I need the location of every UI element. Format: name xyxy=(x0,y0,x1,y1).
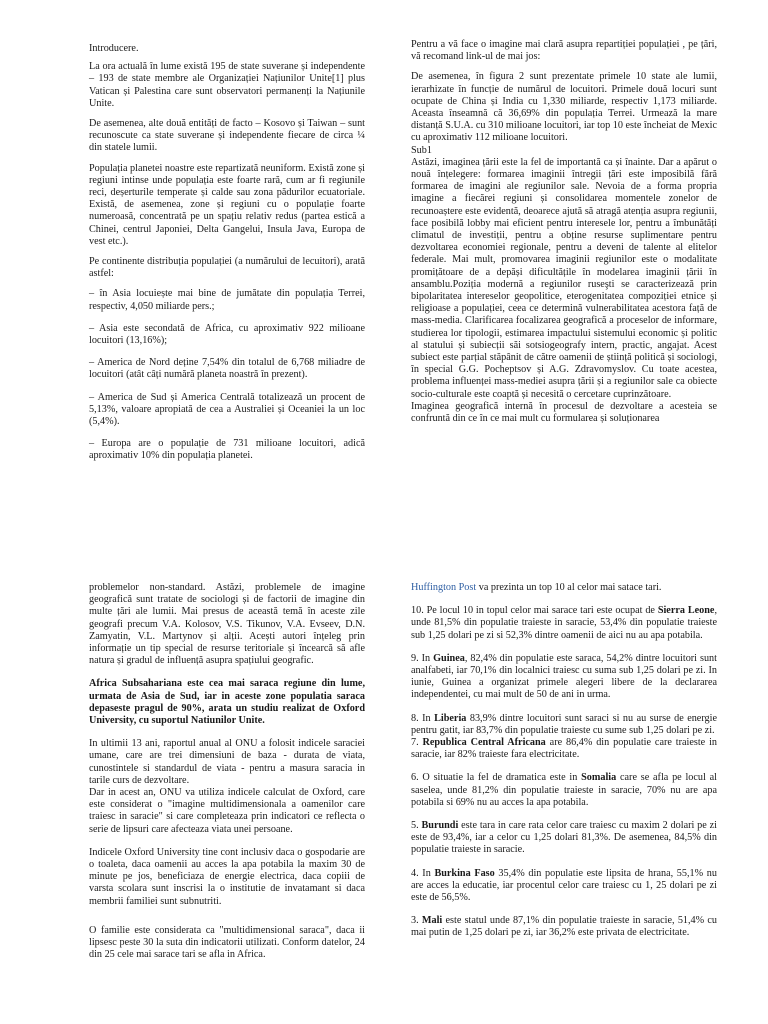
list-item-6 xyxy=(411,772,717,809)
list-item: – America de Nord deține 7,54% din totalul de 6,768 miliadre de locuitori (atât câți numără planeta noastră în prezent). xyxy=(89,357,365,381)
list-item-5 xyxy=(411,820,717,857)
paragraph-de-facto: De asemenea, alte două entități de facto – Kosovo și Taiwan – sunt recunoscute ca state suverane și independente fiecare de circa ¼ din statele lumii. xyxy=(89,118,365,154)
list-item-8 xyxy=(411,713,717,737)
intro-heading: Introducere. xyxy=(89,43,139,54)
country-name: Liberia xyxy=(434,712,467,724)
paragraph-nonstandard: problemelor non-standard. Astăzi, problemele de imagine geografică sunt tratate de sociologi și de factorii de imagine din multe țări ale lumii. Mai presus de această temă în aceste zile geografi precum V.A. Kolosov, V.S. Tikunov, V.A. Evseev, D.N. Zamyatin, V.L. Martynov și alții. Acești autori înțeleg prin informație un tip special de resurse teritoriale și încearcă să afle natura și gradul de influență asupra spațiului geografic. xyxy=(89,582,365,667)
item-text: 4. In xyxy=(411,867,435,879)
column-top-left xyxy=(89,43,365,473)
list-item-4 xyxy=(411,868,717,905)
item-text: 5. xyxy=(411,820,422,832)
item-text: 7. xyxy=(411,737,423,749)
item-text: care se afla pe locul al saselea, unde 81,2% din populatie traieste in saracie, 70% nu are apa potabila si 69% nu au acces la apa potabila. xyxy=(411,772,717,808)
item-text: 10. Pe locul 10 in topul celor mai sarace tari este ocupat de xyxy=(411,605,658,617)
subheading: Sub1 xyxy=(411,144,432,156)
paragraph-continents: Pe continente distribuția populației (a numărului de lecuitori), arată astfel: xyxy=(89,256,365,280)
huffington-post-link[interactable]: Huffington Post xyxy=(411,582,477,593)
item-text: 35,4% din populatie este lipsita de hrana, 55,1% nu are acces la educatie, iar procentul celor care traiesc cu 1, 25 dolari pe zi este de 56,5%. xyxy=(411,867,717,904)
column-top-right xyxy=(411,39,717,425)
column-bottom-left xyxy=(89,582,365,972)
list-item: – Europa are o populație de 731 milioane locuitori, adică aproximativ 10% din populația planetei. xyxy=(89,438,365,462)
country-name: Guinea xyxy=(433,652,465,664)
paragraph-huffington-intro xyxy=(411,582,717,594)
country-name: Mali xyxy=(421,915,443,927)
country-name: Burkina Faso xyxy=(434,867,495,879)
paragraph-oxford-index: Dar in acest an, ONU va utiliza indicele calculat de Oxford, care este considerat o "imagine multidimensionala a oamenilor care traiesc in saracie" si care completeaza prin indicatori ce reflecta o serie de lipsuri care afecteaza viata unei persoane. xyxy=(89,787,365,835)
list-item: – America de Sud și America Centrală totalizează un procent de 5,13%, valoare apropiată de cea a Australiei și Oceaniei la un loc (5,4%). xyxy=(89,391,365,428)
item-text: , 82,4% din populatie este saraca, 54,2% dintre locuitori sunt analfabeti, iar 70,1% din localnici traiesc cu suma sub 1,25 dolari pe zi. In iunie, Guinea a organizat primele alegeri libere de la declararea independentei, cu mai mult de 50 de ani in urma. xyxy=(411,652,717,701)
item-text: 6. O situatie la fel de dramatica este in xyxy=(411,772,582,784)
bold-text: Africa Subsahariana este cea mai saraca regiune din lume, urmata de Asia de Sud, iar in aceste zone populatia saraca depaseste pragul de 90%, arata un studiu realizat de Oxford University, cu suportul Natiunilor Unite. xyxy=(89,678,365,727)
paragraph-un-report: In ultimii 13 ani, raportul anual al ONU a folosit indicele saraciei umane, care are trei dimensiuni de baza - durata de viata, cunostintele si standardul de viata - pentru a masura saracia in tarile curs de dezvoltare. xyxy=(89,738,365,786)
item-text: 9. In xyxy=(411,652,434,664)
paragraph-states: La ora actuală în lume există 195 de state suverane și independente – 193 de state membre ale Organizației Națiunilor Unite[1] plus Vatican și Palestina care sunt observatori permanenți la Națiunile Unite. xyxy=(89,61,365,109)
paragraph-link-intro: Pentru a vă face o imagine mai clară asupra repartiției populației , pe țări, vă recomand link-ul de mai jos: xyxy=(411,39,717,63)
country-name: Sierra Leone xyxy=(657,605,715,617)
item-text: , unde 81,5% din populatie traieste in saracie, 53,4% din populatie traieste sub 1,25 dolari pe zi si 52,3% dintre oamenii de aici nu au apa potabila. xyxy=(411,605,717,641)
item-text: este tara in care rata celor care traiesc cu maxim 2 dolari pe zi este de 93,4%, iar a celor cu 1,25 dolari 81,3%. De asemenea, 84,5% din populatie traieste in saracie. xyxy=(411,820,717,856)
paragraph-top10-states: De asemenea, în figura 2 sunt prezentate primele 10 state ale lumii, ierarhizate în funcție de numărul de locuitori. Primele două locuri sunt ocupate de China și India cu 1,330 miliarde, respectiv 1,173 miliarde. Aceasta înseamnă că 36,69% din populația Terrei. Urmează la mare distanță S.U.A. cu 310 milioane locuitori, iar top 10 este încheiat de Mexic cu aproximativ 112 milioane locuitori. xyxy=(411,71,717,144)
item-text: 83,9% dintre locuitori sunt saraci si nu au surse de energie pentru gatit, iar 83,7% din populatie traieste cu sume sub 1,25 dolari pe zi. xyxy=(411,712,717,736)
country-name: Republica Central Africana xyxy=(422,737,546,749)
paragraph-multidimensional: O familie este considerata ca "multidimensional saraca", daca ii lipsesc peste 30 la suta din indicatorii utilizati. Conform datelor, 24 din 25 cele mai sarace tari se afla in Africa. xyxy=(89,924,365,961)
continent-list xyxy=(89,288,365,462)
list-item-3 xyxy=(411,915,717,939)
list-item: – în Asia locuiește mai bine de jumătate din populația Terrei, respectiv, 4,050 miliarde pers.; xyxy=(89,288,365,312)
list-item-9 xyxy=(411,653,717,702)
intro-text: va prezinta un top 10 al celor mai satace tari. xyxy=(476,582,662,593)
column-bottom-right xyxy=(411,582,717,951)
list-item-10 xyxy=(411,605,717,642)
paragraph-africa-bold xyxy=(89,678,365,727)
country-name: Somalia xyxy=(581,772,617,784)
list-item: – Asia este secondată de Africa, cu aproximativ 922 milioane locuitori (13,16%); xyxy=(89,322,365,347)
item-text: 8. In xyxy=(411,712,435,724)
paragraph-oxford-indicators: Indicele Oxford University tine cont inclusiv daca o gospodarie are o toaleta, daca oamenii au acces la apa potabila la maxim 30 de minute pe jos, beneficiaza de energie electrica, daca copiii de varsta scolara sunt inscrisi la o institutie de invatamant si daca membrii familiei sunt subnutriti. xyxy=(89,846,365,907)
paragraph-distribution: Populația planetei noastre este repartizată neuniform. Există zone și regiuni intinse unde populația este foarte rară, cum ar fi regiunile reci, deșerturile temperate și calde sau zona pădurilor ecuatoriale. Există, de asemenea, zone și regiuni cu o populație foarte numeroasă, concentrată pe un spațiu relativ redus (partea estică a Chinei, centrul Japoniei, Delta Gangelui, Insula Java, Europa de vest etc.). xyxy=(89,162,365,247)
item-text: este statul unde 87,1% din populatie traieste in saracie, 51,4% cu mai putin de 1,25 dolari pe zi, iar 36,2% este privata de electricitate. xyxy=(411,915,718,939)
country-name: Burundi xyxy=(421,820,459,832)
paragraph-country-image: Astăzi, imaginea țării este la fel de importantă ca și înainte. Dar a apărut o nouă înțelegere: formarea imaginii întregii țări este imposibilă fără formarea de imagini ale regiunilor sale. Nevoia de a forma propria imagine a fiecărei regiuni și consolidarea momentele zonelor de recunoaștere este evidentă, deoarece ajută să atragă atenția asupra regiunii, face posibilă lobby mai eficient pentru interesele lor, pentru a îmbunătăți climatul de investiții, pentru a obține resurse suplimentare pentru dezvoltarea economiei regionale, pentru a deveni de talente al elitelor federale. Mai mult, promovarea imaginii regiunilor este o modalitate promițătoare de a depăși dificultățile în modelarea imaginii țării în ansamblu.Poziția modernă a regiunilor ruseşti se caracterizează prin bipolaritatea intereselor geopolitice, eterogenitatea compoziției etnice și religioase a populației, ceea ce determină vulnerabilitatea acestora față de mass-media. Clarificarea focalizarea geografică a proceselor de informare, studierea lor tipologii, estimarea impactului sistemului economic și politic al statului și subiecții săi sotsiogeografy intern, practic, angajat. Acest subiect este parțial stăpânit de către oamenii de știință politică și sociologi, în special G.G. Pocheptsov și A.G. Zdravomyslov. Cu toate acestea, problema influenței mass-mediei asupra țării și a regiunilor sale ca obiecte socio-culturale este coaptă și necesită o cercetare cuprinzătoare. xyxy=(411,156,717,400)
item-text: are 86,4% din populatie care traieste in saracie, iar 82% traieste fara electricitate. xyxy=(411,737,717,761)
item-text: 3. xyxy=(411,915,422,927)
list-item-7 xyxy=(411,737,717,761)
paragraph-geographic-image: Imaginea geografică internă în procesul de dezvoltare a acesteia se confruntă din ce în ce mai mult cu formularea și soluționarea xyxy=(411,400,717,425)
